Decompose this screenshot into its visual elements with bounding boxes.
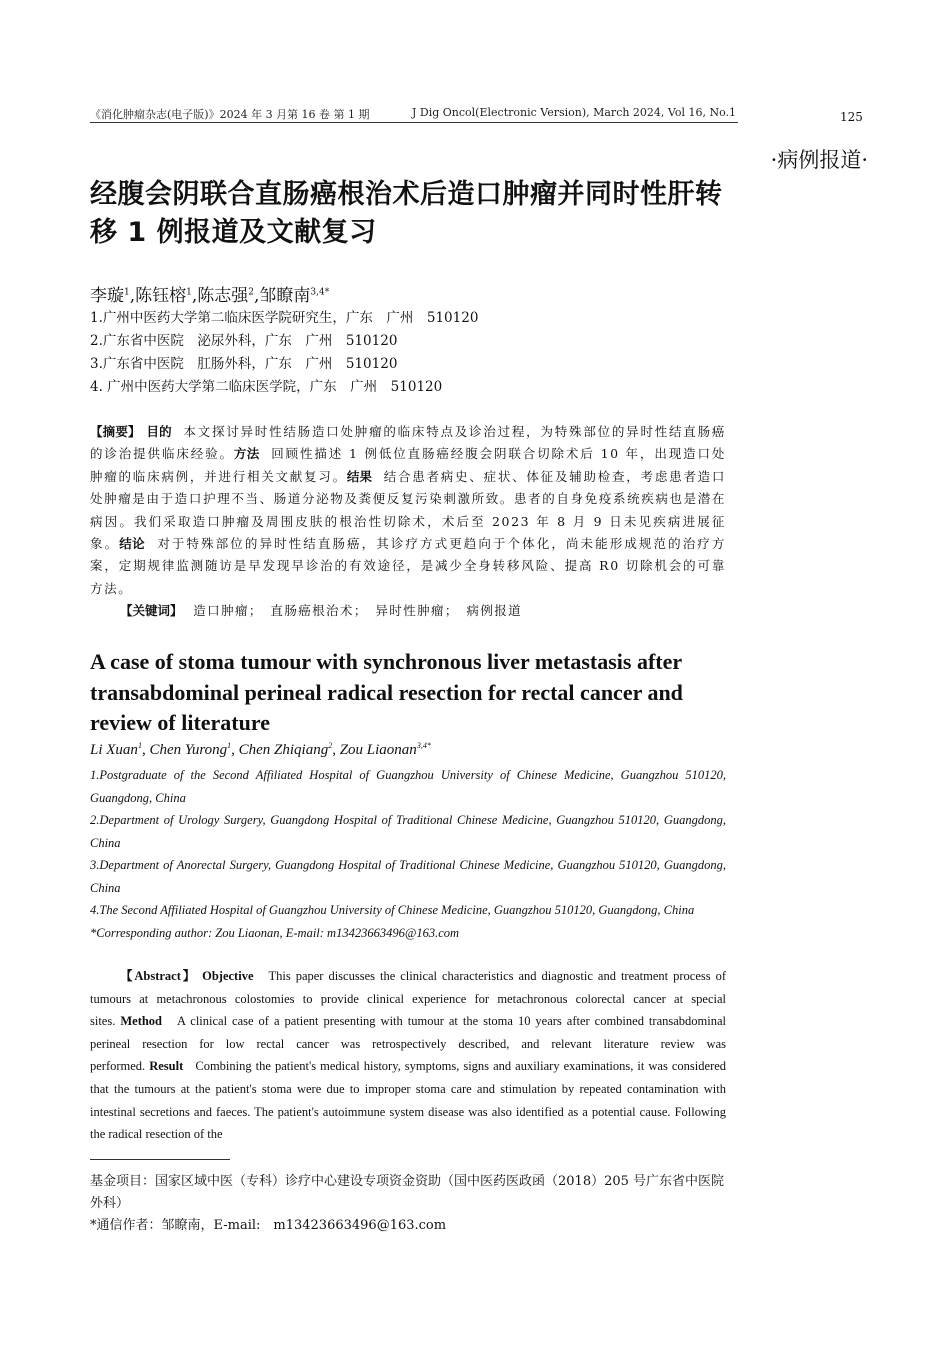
authors-en — [90, 741, 431, 759]
author-sep: , — [191, 286, 198, 306]
author-en: Chen Zhiqiang — [238, 742, 329, 758]
author-zh: 陈钰榕 — [135, 286, 187, 306]
result-label-zh: 结果 — [346, 468, 373, 484]
journal-citation-en: J Dig Oncol(Electronic Version), March 2024, Vol 16, No.1 — [412, 106, 737, 119]
result-text-zh: 结合患者病史、症状、体征及辅助检查，考虑患者造口处肿瘤是由于造口护理不当、肠道分泌物及粪便反复污染刺激所致。患者的自身免疫系统疾病也是潜在病因。我们采取造口肿瘤及周围皮肤的根治性切除术，术后至 2023 年 8 月 9 日未见疾病进展征象。 — [90, 468, 726, 552]
author-sup: 2 — [248, 287, 255, 298]
section-tag: ·病例报道· — [770, 148, 868, 172]
objective-text-en: This paper discusses the clinical characteristics and diagnostic and treatment process of tumours at metachronous colostomies to provide clinical experience for metachronous colorectal cancer at special sites. — [90, 969, 727, 1029]
affiliation-en: 4.The Second Affiliated Hospital of Guangzhou University of Chinese Medicine, Guangzhou 510120, Guangdong, China — [90, 903, 695, 917]
author-zh: 陈志强 — [197, 286, 249, 306]
author-sup: 3,4* — [310, 287, 330, 298]
author-en: Zou Liaonan — [339, 742, 417, 758]
author-sup: 1 — [186, 287, 192, 298]
affiliation-zh: 2.广东省中医院 泌尿外科，广东 广州 510120 — [90, 333, 398, 349]
author-sup: 2 — [328, 741, 333, 750]
author-en: Chen Yurong — [149, 742, 228, 758]
header-rule — [90, 122, 738, 123]
affiliations-zh — [90, 307, 478, 399]
objective-label-en: Objective — [202, 969, 254, 983]
abstract-label-zh: 【摘要】 — [90, 424, 141, 439]
author-zh: 邹瞭南 — [259, 286, 311, 306]
method-text-en: A clinical case of a patient presenting with tumour at the stoma 10 years after combined transabdominal perineal resection for low rectal cancer was retrospectively described, and relevant literature review was performed. — [90, 1014, 726, 1074]
affiliation-en: 1.Postgraduate of the Second Affiliated Hospital of Guangzhou University of Chinese Medicine, Guangzhou 510120, Guangdong, China — [90, 768, 726, 805]
author-sup: 3,4* — [416, 741, 431, 750]
footnotes — [90, 1171, 730, 1237]
conclusion-label-zh: 结论 — [119, 536, 146, 552]
conclusion-text-zh: 对于特殊部位的异时性结直肠癌，其诊疗方式更趋向于个体化，尚未能形成规范的治疗方案，定期规律监测随访是早发现早诊治的有效途径，是减少全身转移风险、提高 R0 切除机会的可靠方法。 — [90, 536, 726, 596]
footnote-rule — [90, 1159, 230, 1160]
author-sup: 1 — [137, 741, 142, 750]
method-label-zh: 方法 — [233, 446, 260, 462]
keywords-zh — [120, 601, 522, 619]
article-title-en: A case of stoma tumour with synchronous liver metastasis after transabdominal perineal radical resection for rectal cancer and review of literature — [90, 649, 683, 735]
result-text-en: Combining the patient's medical history, symptoms, signs and auxiliary examinations, it was considered that the tumours at the patient's stoma were due to improper stoma care and stimulation by repeated contamination with intestinal secretions and faeces. The patient's autoimmune system disease was also identified as a potential cause. Following the radical resection of the — [90, 1059, 727, 1142]
affiliation-zh: 3.广东省中医院 肛肠外科，广东 广州 510120 — [90, 356, 398, 372]
abstract-zh — [90, 421, 726, 600]
author-sep: , — [254, 286, 260, 306]
funding-note: 基金项目：国家区域中医（专科）诊疗中心建设专项资金资助（国中医药医政函（2018）205 号广东省中医院外科） — [90, 1174, 725, 1211]
author-sep: , — [141, 742, 150, 758]
author-sep: , — [129, 286, 136, 306]
corresponding-author-en: *Corresponding author: Zou Liaonan, E-mail: m13423663496@163.com — [90, 925, 460, 940]
keywords-label-zh: 【关键词】 — [120, 603, 183, 618]
author-sep: , — [231, 742, 239, 758]
author-en: Li Xuan — [90, 742, 138, 758]
article-title-zh: 经腹会阴联合直肠癌根治术后造口肿瘤并同时性肝转移 1 例报道及文献复习 — [90, 179, 723, 248]
objective-label-zh: 目的 — [146, 424, 172, 439]
keywords-list-zh: 造口肿瘤； 直肠癌根治术； 异时性肿瘤； 病例报道 — [193, 603, 523, 618]
affiliation-en: 3.Department of Anorectal Surgery, Guangdong Hospital of Traditional Chinese Medicine, Guangzhou 510120, Guangdong, China — [90, 858, 726, 895]
result-label-en: Result — [149, 1059, 184, 1074]
page-number: 125 — [840, 110, 863, 124]
journal-citation-zh: 《消化肿瘤杂志(电子版)》2024 年 3 月第 16 卷 第 1 期 — [90, 108, 370, 121]
abstract-label-en: 【Abstract】 — [120, 969, 198, 983]
method-label-en: Method — [120, 1014, 163, 1029]
affiliation-zh: 1.广州中医药大学第二临床医学院研究生，广东 广州 510120 — [90, 310, 479, 326]
author-sep: , — [332, 742, 340, 758]
objective-text-zh: 本文探讨异时性结肠造口处肿瘤的临床特点及诊治过程，为特殊部位的异时性结直肠癌的诊治提供临床经验。 — [90, 424, 726, 462]
author-sup: 1 — [227, 741, 232, 750]
affiliation-zh: 4. 广州中医药大学第二临床医学院，广东 广州 510120 — [90, 379, 443, 395]
corresponding-author-zh: *通信作者：邹瞭南，E-mail: m13423663496@163.com — [90, 1218, 447, 1233]
affiliation-en: 2.Department of Urology Surgery, Guangdong Hospital of Traditional Chinese Medicine, Guangzhou 510120, Guangdong, China — [90, 813, 726, 850]
affiliations-en — [90, 764, 726, 944]
author-sup: 1 — [124, 287, 130, 298]
method-text-zh: 回顾性描述 1 例低位直肠癌经腹会阴联合切除术后 10 年，出现造口处肿瘤的临床病例，并进行相关文献复习。 — [90, 446, 726, 484]
authors-zh — [90, 281, 329, 306]
abstract-en — [90, 965, 726, 1146]
author-zh: 李璇 — [90, 286, 124, 306]
